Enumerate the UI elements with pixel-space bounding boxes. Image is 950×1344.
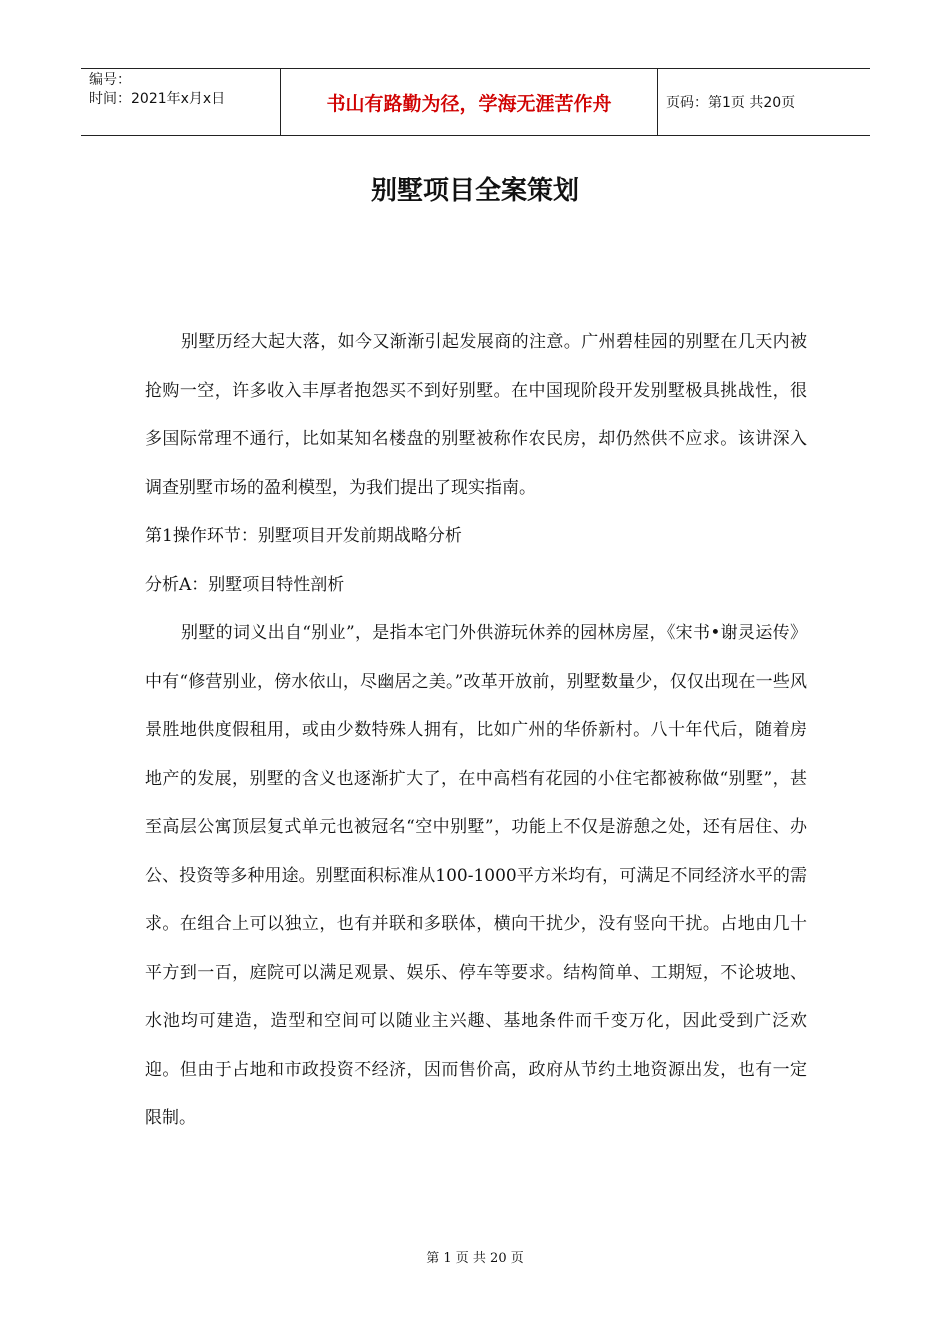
time-label: 时间：2021年x月x日 [89, 91, 226, 107]
document-title: 别墅项目全案策划 [370, 176, 579, 206]
document-header [81, 68, 870, 136]
number-label: 编号： [89, 72, 131, 88]
header-meta [81, 69, 281, 135]
intro-paragraph: 别墅历经大起大落，如今又渐渐引起发展商的注意。广州碧桂园的别墅在几天内被抢购一空，许多收入丰厚者抱怨买不到好别墅。在中国现阶段开发别墅极具挑战性，很多国际常理不通行，比如某知名楼盘的别墅被称作农民房，却仍然供不应求。该讲深入调查别墅市场的盈利模型，为我们提出了现实指南。 [145, 332, 807, 498]
header-motto: 书山有路勤为径，学海无涯苦作舟 [281, 69, 658, 135]
body-paragraph: 别墅的词义出自“别业”，是指本宅门外供游玩休养的园林房屋，《宋书•谢灵运传》中有“修营别业，傍水依山，尽幽居之美。”改革开放前，别墅数量少，仅仅出现在一些风景胜地供度假租用，或由少数特殊人拥有，比如广州的华侨新村。八十年代后，随着房地产的发展，别墅的含义也逐渐扩大了，在中高档有花园的小住宅都被称做“别墅”，甚至高层公寓顶层复式单元也被冠名“空中别墅”，功能上不仅是游憩之处，还有居住、办公、投资等多种用途。别墅面积标准从100-1000平方米均有，可满足不同经济水平的需求。在组合上可以独立，也有并联和多联体，横向干扰少，没有竖向干扰。占地由几十平方到一百，庭院可以满足观景、娱乐、停车等要求。结构简单、工期短，不论坡地、水池均可建造，造型和空间可以随业主兴趣、基地条件而千变万化，因此受到广泛欢迎。但由于占地和市政投资不经济，因而售价高，政府从节约土地资源出发，也有一定限制。 [145, 623, 807, 1128]
header-page-info: 页码：第1页 共20页 [666, 95, 796, 111]
page-footer: 第 1 页 共 20 页 [426, 1251, 524, 1266]
section-heading: 第1操作环节：别墅项目开发前期战略分析 [145, 526, 462, 546]
document-body [145, 318, 807, 1143]
subsection-heading: 分析A：别墅项目特性剖析 [145, 574, 345, 595]
